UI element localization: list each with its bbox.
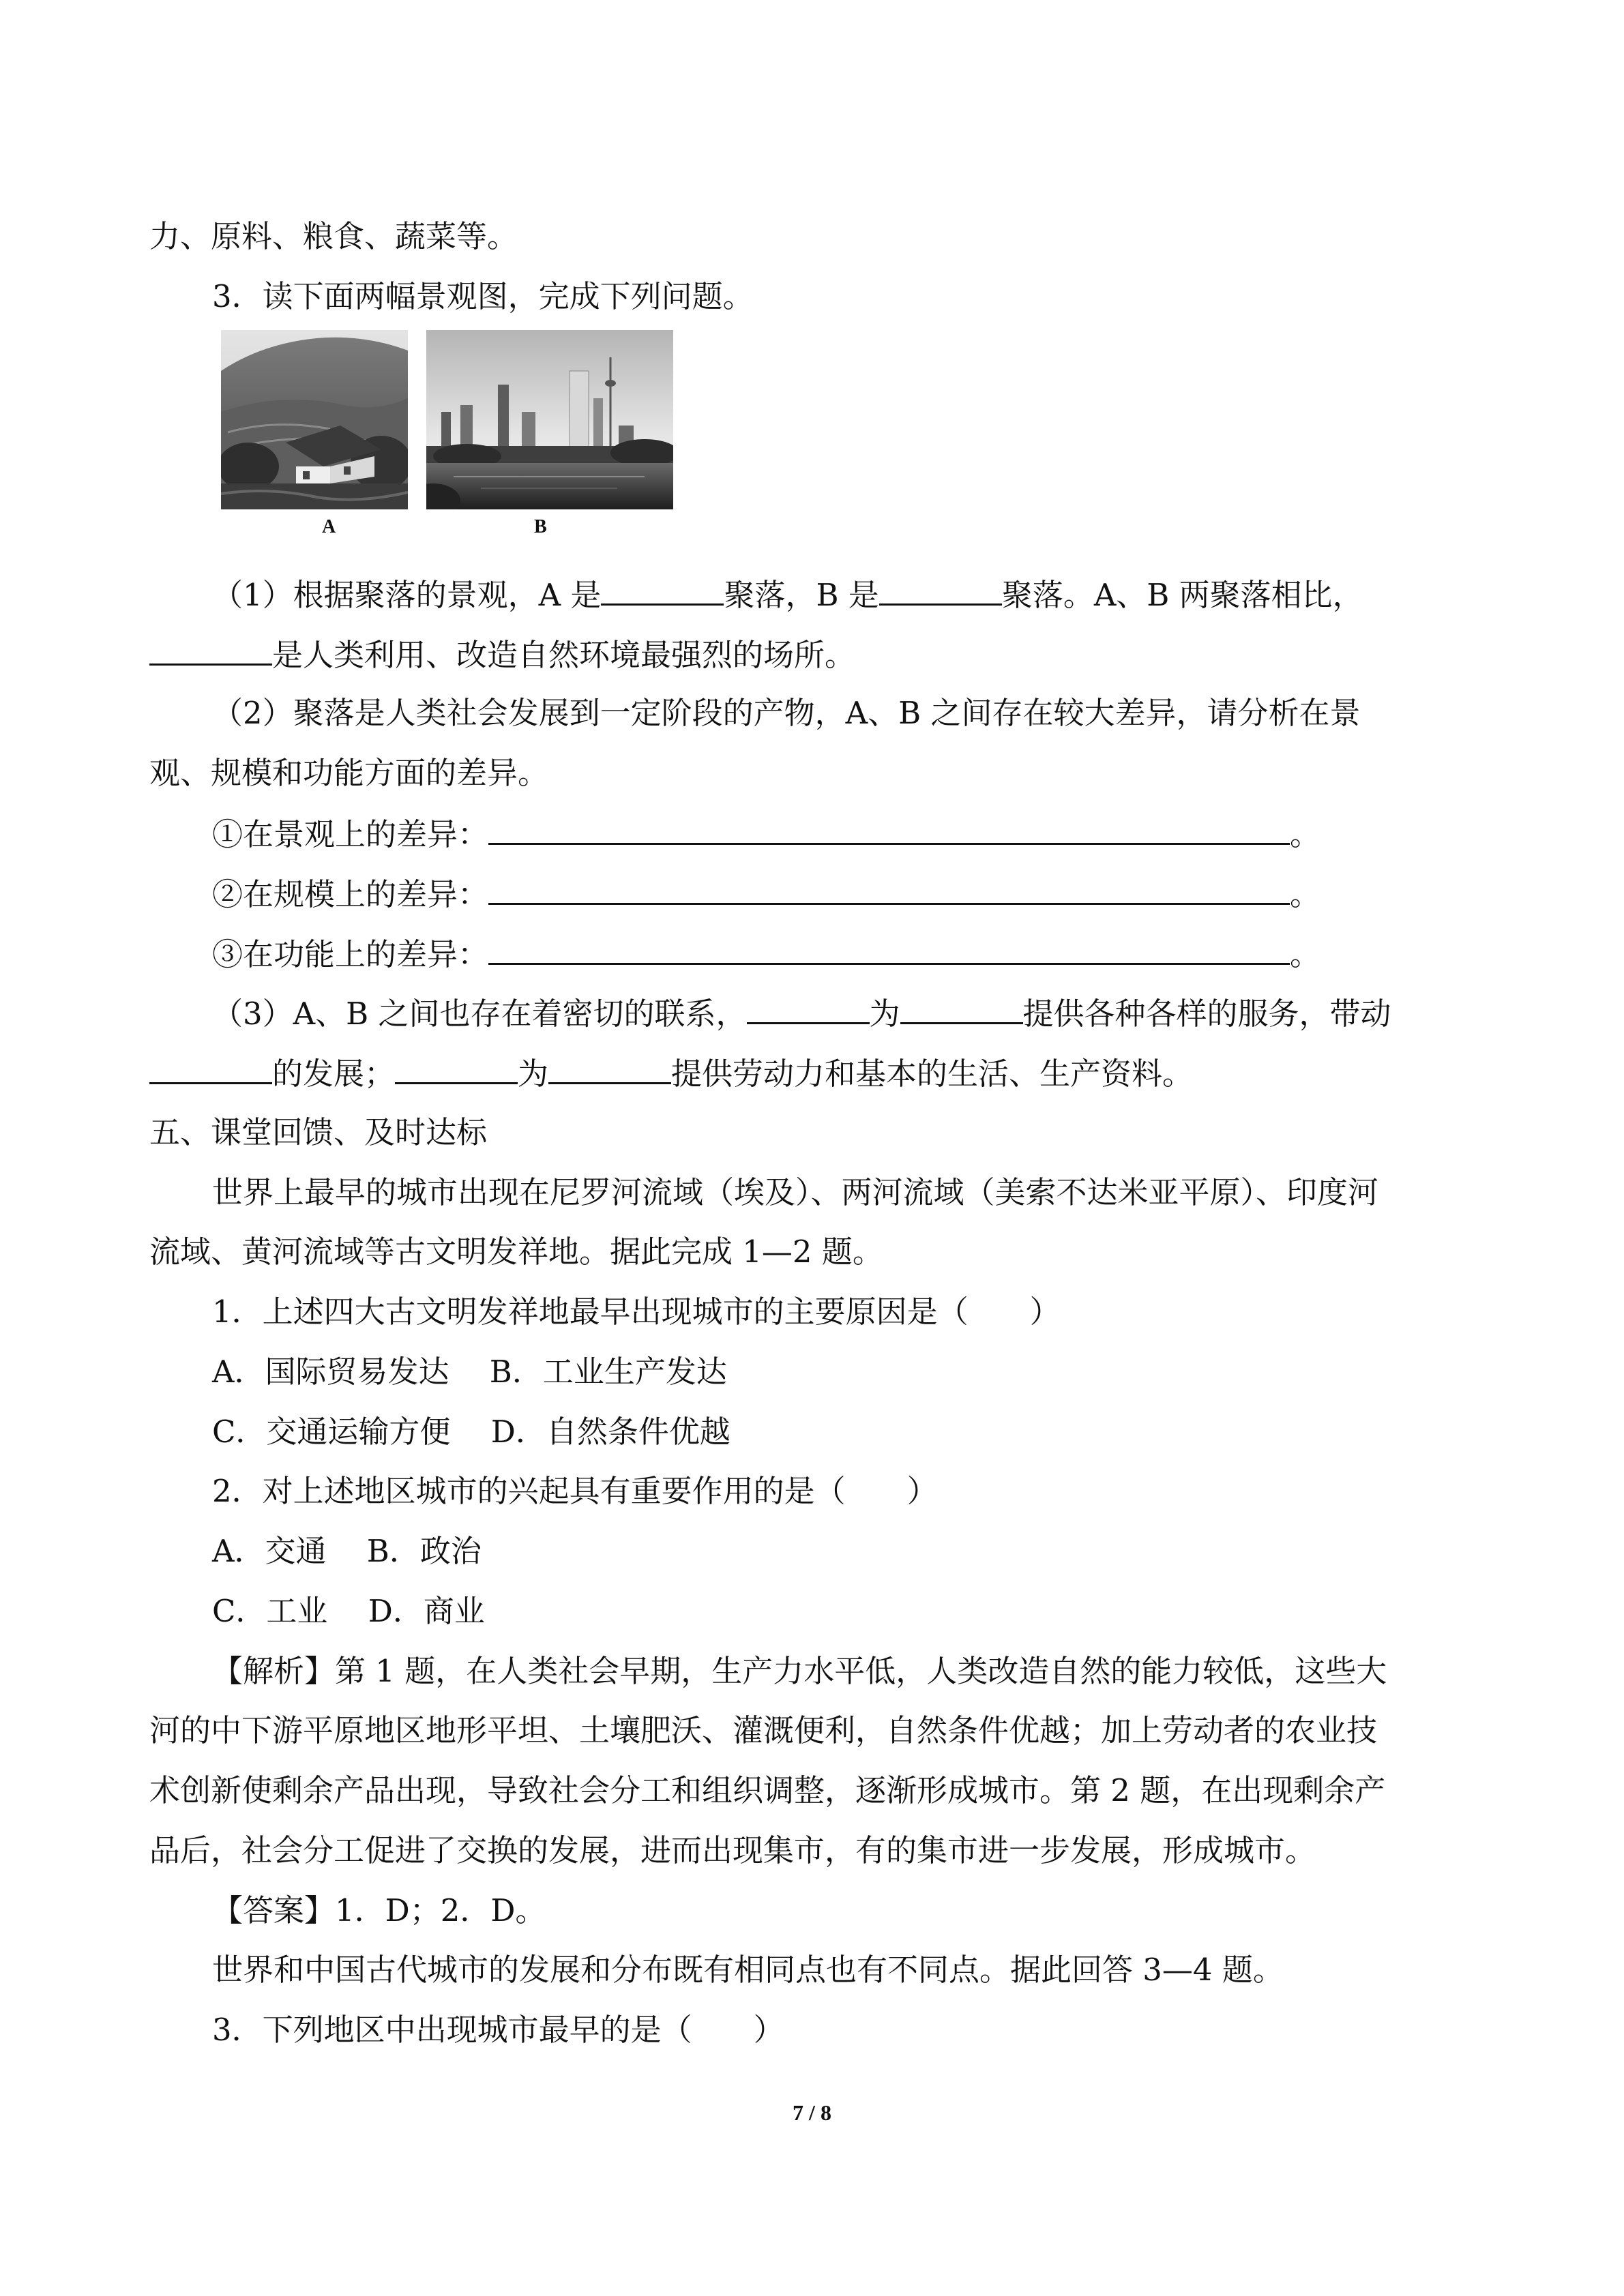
intro-text: 世界上最早的城市出现在尼罗河流域（埃及）、两河流域（美索不达米亚平原）、印度河 xyxy=(212,1174,1379,1210)
answer-blank[interactable] xyxy=(900,992,1023,1024)
question-3-part-1-cont: 是人类利用、改造自然环境最强烈的场所。 xyxy=(149,633,1473,676)
question-3-part-3-cont: 的发展； 为 提供劳动力和基本的生活、生产资料。 xyxy=(149,1052,1473,1094)
section-heading: 五、课堂回馈、及时达标 xyxy=(149,1114,488,1150)
answer-text: 【答案】1．D；2．D。 xyxy=(212,1892,546,1928)
question-1-options: A．国际贸易发达 B．工业生产发达 xyxy=(212,1354,727,1390)
figure-a-caption: A xyxy=(322,516,336,537)
question-3: 3．下列地区中出现城市最早的是（ ） xyxy=(212,2012,784,2048)
analysis-text: 术创新使剩余产品出现，导致社会分工和组织调整，逐渐形成城市。第 2 题，在出现剩余产 xyxy=(149,1772,1386,1808)
urban-settlement-photo xyxy=(426,330,673,509)
answer-blank[interactable] xyxy=(879,573,1002,606)
answer-blank[interactable] xyxy=(488,873,1290,905)
question-3-part-3: （3）A、B 之间也存在着密切的联系， 为 提供各种各样的服务，带动 xyxy=(212,992,1535,1034)
answer-blank[interactable] xyxy=(488,933,1290,965)
intro-text: 流域、黄河流域等古文明发祥地。据此完成 1—2 题。 xyxy=(149,1234,883,1270)
answer-blank[interactable] xyxy=(149,633,272,666)
answer-blank[interactable] xyxy=(395,1052,518,1084)
analysis-text: 品后，社会分工促进了交换的发展，进而出现集市，有的集市进一步发展，形成城市。 xyxy=(149,1832,1316,1868)
question-2-options: C．工业 D．商业 xyxy=(212,1593,485,1629)
answer-blank[interactable] xyxy=(149,1052,272,1084)
answer-blank[interactable] xyxy=(548,1052,671,1084)
answer-blank[interactable] xyxy=(488,813,1290,845)
figure-b-caption: B xyxy=(534,516,547,537)
difference-scale: ②在规模上的差异： 。 xyxy=(212,873,1535,915)
question-2-options: A．交通 B．政治 xyxy=(212,1533,482,1569)
question-3-part-2: （2）聚落是人类社会发展到一定阶段的产物，A、B 之间存在较大差异，请分析在景 xyxy=(212,695,1361,731)
difference-landscape: ①在景观上的差异： 。 xyxy=(212,813,1535,855)
analysis-text: 【解析】第 1 题，在人类社会早期，生产力水平低，人类改造自然的能力较低，这些大 xyxy=(212,1653,1387,1689)
question-3-part-2-cont: 观、规模和功能方面的差异。 xyxy=(149,755,549,791)
text-line: 力、原料、粮食、蔬菜等。 xyxy=(149,218,518,254)
question-3-stem: 3．读下面两幅景观图，完成下列问题。 xyxy=(212,278,754,314)
answer-blank[interactable] xyxy=(601,573,724,606)
rural-settlement-photo xyxy=(221,330,408,509)
difference-function: ③在功能上的差异： 。 xyxy=(212,933,1535,975)
question-1: 1．上述四大古文明发祥地最早出现城市的主要原因是（ ） xyxy=(212,1294,1061,1330)
question-3-part-1: （1）根据聚落的景观，A 是 聚落，B 是 聚落。A、B 两聚落相比， xyxy=(212,573,1535,616)
answer-blank[interactable] xyxy=(747,992,870,1024)
page-number: 7 / 8 xyxy=(793,2100,831,2125)
question-1-options: C．交通运输方便 D．自然条件优越 xyxy=(212,1414,730,1450)
question-2: 2．对上述地区城市的兴起具有重要作用的是（ ） xyxy=(212,1473,938,1509)
intro-text: 世界和中国古代城市的发展和分布既有相同点也有不同点。据此回答 3—4 题。 xyxy=(212,1952,1284,1988)
analysis-text: 河的中下游平原地区地形平坦、土壤肥沃、灌溉便利，自然条件优越；加上劳动者的农业技 xyxy=(149,1712,1378,1748)
